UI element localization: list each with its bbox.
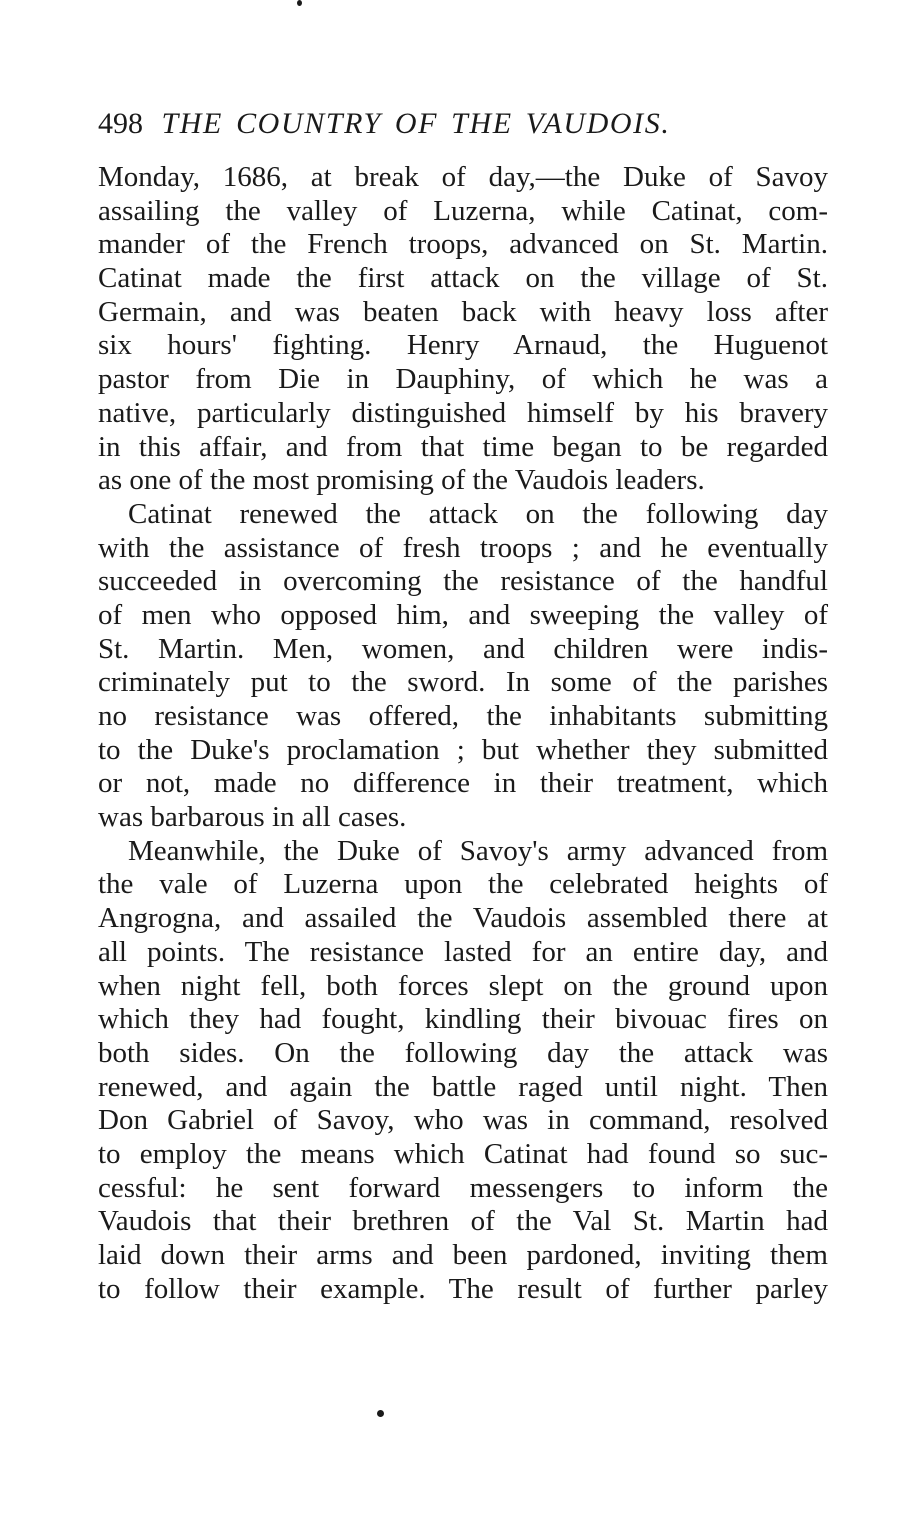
text-line: or not, made no difference in their treatment, which xyxy=(98,767,828,800)
text-line: in this affair, and from that time began to be regarded xyxy=(98,430,828,463)
text-line: laid down their arms and been pardoned, inviting them xyxy=(98,1239,828,1271)
text-line: to the Duke's proclamation ; but whether they submitted xyxy=(98,733,828,766)
text-line: Don Gabriel of Savoy, who was in command, resolved xyxy=(98,1104,828,1137)
text-line: all points. The resistance lasted for an entire day, and xyxy=(98,935,828,968)
signature-dot-mark xyxy=(377,1410,384,1417)
text-line: Catinat made the first attack on the village of St. xyxy=(98,262,828,295)
text-line: to employ the means which Catinat had found so suc- xyxy=(98,1137,828,1170)
text-line: St. Martin. Men, women, and children were indis- xyxy=(98,632,828,665)
text-line: was barbarous in all cases. xyxy=(98,801,407,834)
text-line: with the assistance of fresh troops ; and he eventually xyxy=(98,531,828,564)
page-number: 498 xyxy=(98,107,143,140)
paragraph-2 xyxy=(98,498,828,835)
text-line: cessful: he sent forward messengers to inform the xyxy=(98,1171,828,1204)
text-line: as one of the most promising of the Vaudois leaders. xyxy=(98,464,705,497)
text-line: when night fell, both forces slept on the ground upon xyxy=(98,969,828,1002)
body-text xyxy=(98,161,828,1306)
paragraph-3 xyxy=(98,835,828,1307)
text-line: no resistance was offered, the inhabitants submitting xyxy=(98,700,828,732)
text-line: six hours' fighting. Henry Arnaud, the Huguenot xyxy=(98,329,828,362)
text-line: renewed, and again the battle raged until night. Then xyxy=(98,1070,828,1103)
text-line: Vaudois that their brethren of the Val St. Martin had xyxy=(98,1205,828,1238)
text-line: Meanwhile, the Duke of Savoy's army advanced from xyxy=(128,834,828,867)
text-line: assailing the valley of Luzerna, while Catinat, com- xyxy=(98,194,828,227)
page-header xyxy=(98,104,828,144)
text-line: both sides. On the following day the attack was xyxy=(98,1036,828,1069)
ink-speck-mark xyxy=(297,0,302,6)
text-line: native, particularly distinguished himself by his bravery xyxy=(98,396,828,429)
paragraph-1 xyxy=(98,161,828,498)
text-line: Germain, and was beaten back with heavy loss after xyxy=(98,295,828,328)
text-line: which they had fought, kindling their bivouac fires on xyxy=(98,1003,828,1036)
running-title: THE COUNTRY OF THE VAUDOIS. xyxy=(161,107,671,140)
text-line: the vale of Luzerna upon the celebrated heights of xyxy=(98,868,828,901)
text-line: pastor from Die in Dauphiny, of which he was a xyxy=(98,363,828,396)
text-line: criminately put to the sword. In some of the parishes xyxy=(98,666,828,699)
text-line: Catinat renewed the attack on the following day xyxy=(128,497,828,530)
text-line: to follow their example. The result of further parley xyxy=(98,1272,828,1305)
text-line: succeeded in overcoming the resistance of the handful xyxy=(98,565,828,598)
text-line: Angrogna, and assailed the Vaudois assembled there at xyxy=(98,902,828,935)
text-line: Monday, 1686, at break of day,—the Duke of Savoy xyxy=(98,161,828,193)
text-line: of men who opposed him, and sweeping the valley of xyxy=(98,598,828,631)
text-line: mander of the French troops, advanced on St. Martin. xyxy=(98,228,828,261)
